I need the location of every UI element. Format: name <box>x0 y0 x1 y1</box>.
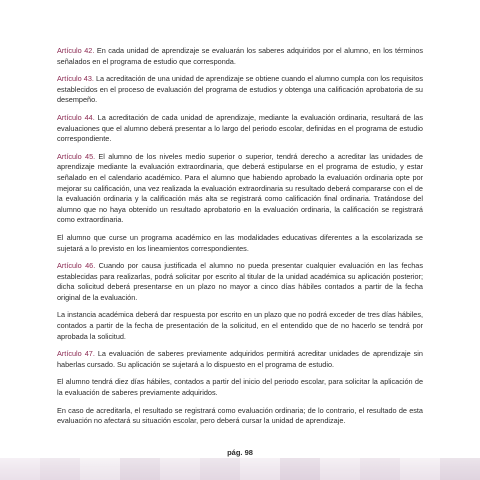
paragraph-text: La instancia académica deberá dar respuesta por escrito en un plazo que no podrá exceder de tres días hábiles, contados a partir de la fecha de presentación de la solicitud, en el entendido que de no hacerlo se tendrá por aprobada la solicitud. <box>57 310 423 341</box>
article-label: Artículo 47. <box>57 349 95 359</box>
article-label: Artículo 42. <box>57 46 95 55</box>
paragraph-text: En caso de acreditarla, el resultado se registrará como evaluación ordinaria; de lo contrario, el resultado de esta evaluación no afectará su situación escolar, pero deberá cursar la unidad de aprendizaje. <box>57 405 423 426</box>
paragraph-text: La acreditación de una unidad de aprendizaje se obtiene cuando el alumno cumpla con los requisitos establecidos en el proceso de evaluación del programa de estudios y obtenga una calificación aprobatoria de su desempeño. <box>57 74 423 105</box>
paragraph-article-46-continued <box>57 310 423 342</box>
paragraph-article-43 <box>57 74 423 106</box>
page-number: pág. 98 <box>227 448 253 457</box>
paragraph-article-47-continued <box>57 377 423 398</box>
paragraph-text: El alumno que curse un programa académico en las modalidades educativas diferentes a la escolarizada se sujetará a lo previsto en los lineamientos correspondientes. <box>57 232 423 253</box>
article-label: Artículo 43. <box>57 74 94 84</box>
paragraph-article-47-final <box>57 406 423 427</box>
article-label: Artículo 44. <box>57 112 95 122</box>
paragraph-article-47 <box>57 349 423 370</box>
paragraph-text: En cada unidad de aprendizaje se evaluarán los saberes adquiridos por el alumno, en los términos señalados en el programa de estudio que corresponda. <box>57 46 423 66</box>
paragraph-text: La evaluación de saberes previamente adquiridos permitirá acreditar unidades de aprendizaje sin haberlas cursado. Su aplicación se sujetará a lo dispuesto en el programa de estudio. <box>57 349 423 369</box>
document-body <box>57 46 423 434</box>
paragraph-text: La acreditación de cada unidad de aprendizaje, mediante la evaluación ordinaria, resultará de las evaluaciones que el alumno deberá presentar a lo largo del periodo escolar, definidas en el programa de estudio correspondiente. <box>57 112 423 144</box>
paragraph-article-45 <box>57 152 423 226</box>
article-label: Artículo 46. <box>57 261 96 271</box>
paragraph-text: Cuando por causa justificada el alumno no pueda presentar cualquier evaluación en las fechas establecidas para realizarlas, podrá solicitar por escrito al titular de la unidad académica su aplicación posterior; dicha solicitud deberá presentarse en un plazo no mayor a cinco días hábiles contados a partir de la fecha original de la evaluación. <box>57 261 423 302</box>
paragraph-article-44 <box>57 113 423 145</box>
paragraph-text: El alumno tendrá diez días hábiles, contados a partir del inicio del periodo escolar, para solicitar la aplicación de la evaluación de saberes previamente adquiridos. <box>57 377 423 398</box>
footer-stripes <box>0 458 480 480</box>
paragraph-article-46 <box>57 261 423 303</box>
paragraph-article-42 <box>57 46 423 67</box>
paragraph-text: El alumno de los niveles medio superior o superior, tendrá derecho a acreditar las unidades de aprendizaje mediante la evaluación extraordinaria, que deberá estipularse en el programa de estudio, y estar señalado en el calendario académico. Para el alumno que habiendo aprobado la evaluación ordinaria opte por mejorar su calificación, una vez realizada la evaluación extraordinaria su resultado deberá compararse con el de la evaluación ordinaria y la calificación más alta se registrará como calificación final ordinaria. Tratándose del alumno que no haya obtenido un resultado aprobatorio en la evaluación ordinaria, la calificación se registrará como extraordinaria. <box>57 151 423 225</box>
article-label: Artículo 45. <box>57 151 96 161</box>
paragraph-article-45-continued <box>57 233 423 254</box>
